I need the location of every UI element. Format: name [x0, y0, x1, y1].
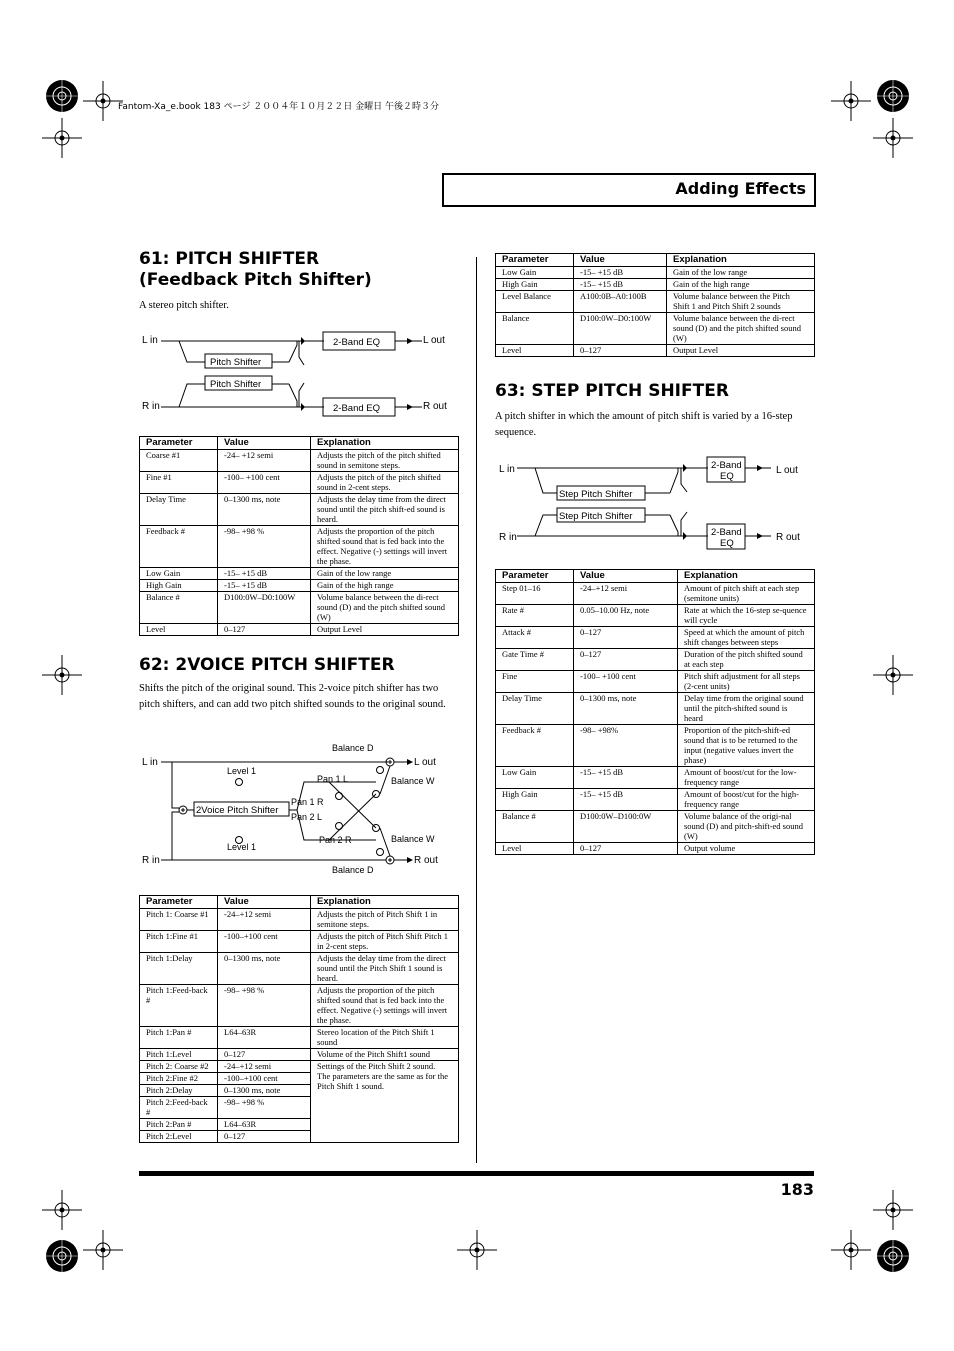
s63-r-out: R out [776, 532, 800, 543]
table-row: Delay Time 0–1300 ms, note Adjusts the delay time from the direct sound until the pitch shift-ed sound is heard. [140, 494, 459, 526]
s62-balance-w-top: Balance W [391, 776, 435, 786]
s63-diagram [495, 452, 815, 552]
s62-pitch-shifter: 2Voice Pitch Shifter [196, 805, 279, 816]
s61-ps1: Pitch Shifter [210, 357, 262, 368]
s62-balance-d-top: Balance D [332, 743, 374, 753]
s61-eq2: 2-Band EQ [333, 403, 380, 414]
s63-param-table [495, 569, 815, 855]
col-explanation: Explanation [311, 437, 459, 450]
table-row: Pitch 1:Pan # L64–63R Stereo location of the Pitch Shift 1 sound [140, 1027, 459, 1049]
col-explanation: Explanation [678, 570, 815, 583]
s62-l-in: L in [142, 757, 158, 768]
s61-title-line2: (Feedback Pitch Shifter) [139, 270, 372, 290]
s62-balance-d-bot: Balance D [332, 865, 374, 875]
col-explanation: Explanation [311, 896, 459, 909]
table-row: Low Gain -15– +15 dB Gain of the low range [496, 267, 815, 279]
table-row: Pitch 2: Coarse #2 -24–+12 semi Settings of the Pitch Shift 2 sound. The parameters are the same as for the Pitch Shift 1 sound. [140, 1061, 459, 1073]
col-value: Value [218, 896, 311, 909]
s61-eq1: 2-Band EQ [333, 337, 380, 348]
s63-eq2-line2: EQ [720, 538, 734, 549]
s62-title: 62: 2VOICE PITCH SHIFTER [139, 655, 395, 675]
table-row: Low Gain -15– +15 dB Amount of boost/cut for the low-frequency range [496, 767, 815, 789]
section-title: Adding Effects [675, 179, 806, 198]
table-row: Pitch 2:Fine #2 -100–+100 cent [140, 1073, 459, 1085]
s63-ps1: Step Pitch Shifter [559, 489, 633, 500]
s61-param-table [139, 436, 459, 636]
table-row: Feedback # -98– +98 % Adjusts the proportion of the pitch shifted sound that is fed back into the effect. Negative (-) settings will invert the phase. [140, 526, 459, 568]
s62-param-table [139, 895, 459, 1143]
s63-eq1-line2: EQ [720, 471, 734, 482]
s62-level1-top: Level 1 [227, 766, 257, 776]
s63-l-in: L in [499, 464, 515, 475]
col-parameter: Parameter [140, 437, 218, 450]
s62-pan1l: Pan 1 L [317, 774, 349, 784]
table-row: Pitch 1:Feed-back # -98– +98 % Adjusts the proportion of the pitch shifted sound that is fed back into the effect. Negative (-) settings will invert the phase. [140, 985, 459, 1027]
table-row: Level 0–127 Output Level [496, 345, 815, 357]
table-row: Pitch 1:Delay 0–1300 ms, note Adjusts the delay time from the direct sound until the Pitch Shift 1 sound is heard. [140, 953, 459, 985]
table-row: Pitch 2:Level 0–127 [140, 1131, 459, 1143]
table-row: Gate Time # 0–127 Duration of the pitch shifted sound at each step [496, 649, 815, 671]
table-row: Rate # 0.05–10.00 Hz, note Rate at which the 16-step se-quence will cycle [496, 605, 815, 627]
page-number: 183 [780, 1180, 814, 1199]
col-explanation: Explanation [667, 254, 815, 267]
s63-l-out: L out [776, 465, 798, 476]
s63-title: 63: STEP PITCH SHIFTER [495, 381, 729, 401]
table-row: Balance # D100:0W–D100:0W Volume balance of the origi-nal sound (D) and pitch-shift-ed sound (W) [496, 811, 815, 843]
table-row: Fine #1 -100– +100 cent Adjusts the pitch of the pitch shifted sound in 2-cent steps. [140, 472, 459, 494]
col-parameter: Parameter [140, 896, 218, 909]
s61-title-line1: 61: PITCH SHIFTER [139, 249, 320, 269]
table-row: Feedback # -98– +98% Proportion of the pitch-shift-ed sound that is to be returned to the input (negative values invert the phase) [496, 725, 815, 767]
table-row: Balance D100:0W–D0:100W Volume balance between the di-rect sound (D) and the pitch shifted sound (W) [496, 313, 815, 345]
s62-param-table-continued [495, 253, 815, 357]
col-value: Value [218, 437, 311, 450]
table-row: Level 0–127 Output volume [496, 843, 815, 855]
section-header-box [442, 173, 816, 207]
s61-r-in: R in [142, 401, 160, 412]
table-row: Balance # D100:0W–D0:100W Volume balance between the di-rect sound (D) and the pitch shifted sound (W) [140, 592, 459, 624]
file-header: Fantom-Xa_e.book 183 ページ ２００４年１０月２２日 金曜日 午後２時３分 [118, 102, 439, 112]
s61-r-out: R out [423, 401, 447, 412]
column-divider [476, 257, 477, 1163]
s63-eq1-line1: 2-Band [711, 460, 742, 471]
s62-pan2r: Pan 2 R [319, 835, 352, 845]
s61-l-in: L in [142, 335, 158, 346]
s61-description: A stereo pitch shifter. [139, 300, 229, 311]
s62-r-out: R out [414, 855, 438, 866]
s62-r-in: R in [142, 855, 160, 866]
s62-balance-w-bot: Balance W [391, 834, 435, 844]
table-row: High Gain -15– +15 dB Gain of the high range [496, 279, 815, 291]
table-row: Pitch 2:Delay 0–1300 ms, note [140, 1085, 459, 1097]
table-row: Step 01–16 -24–+12 semi Amount of pitch shift at each step (semitone units) [496, 583, 815, 605]
s63-description: A pitch shifter in which the amount of pitch shift is varied by a 16-step sequence. [495, 411, 793, 438]
table-row: Low Gain -15– +15 dB Gain of the low range [140, 568, 459, 580]
table-row: Level Balance A100:0B–A0:100B Volume balance between the Pitch Shift 1 and Pitch Shift 2 sounds [496, 291, 815, 313]
s61-heading [139, 249, 459, 291]
table-row: Coarse #1 -24– +12 semi Adjusts the pitch of the pitch shifted sound in semitone steps. [140, 450, 459, 472]
s62-diagram [139, 740, 459, 878]
footer-rule [139, 1171, 814, 1176]
s63-eq2-line1: 2-Band [711, 527, 742, 538]
s61-diagram [139, 325, 459, 420]
table-row: Attack # 0–127 Speed at which the amount of pitch shift changes between steps [496, 627, 815, 649]
col-parameter: Parameter [496, 254, 574, 267]
s62-level1-bot: Level 1 [227, 842, 257, 852]
table-row: Pitch 1:Fine #1 -100–+100 cent Adjusts the pitch of Pitch Shift Pitch 1 in 2-cent steps. [140, 931, 459, 953]
s62-pan2l: Pan 2 L [291, 812, 323, 822]
s61-l-out: L out [423, 335, 445, 346]
table-row: Pitch 2:Pan # L64–63R [140, 1119, 459, 1131]
s62-description: Shifts the pitch of the original sound. This 2-voice pitch shifter has two pitch shifters, and can add two pitch shifted sounds to the original sound. [139, 683, 446, 710]
s63-r-in: R in [499, 532, 517, 543]
table-row: Pitch 1: Coarse #1 -24–+12 semi Adjusts the pitch of Pitch Shift 1 in semitone steps. [140, 909, 459, 931]
table-row: Pitch 2:Feed-back # -98– +98 % [140, 1097, 459, 1119]
s63-ps2: Step Pitch Shifter [559, 511, 633, 522]
col-parameter: Parameter [496, 570, 574, 583]
s62-l-out: L out [414, 757, 436, 768]
table-row: High Gain -15– +15 dB Gain of the high range [140, 580, 459, 592]
col-value: Value [574, 254, 667, 267]
s61-ps2: Pitch Shifter [210, 379, 262, 390]
col-value: Value [574, 570, 678, 583]
table-row: Delay Time 0–1300 ms, note Delay time from the original sound until the pitch-shifted sound is heard [496, 693, 815, 725]
table-row: High Gain -15– +15 dB Amount of boost/cut for the high-frequency range [496, 789, 815, 811]
table-row: Level 0–127 Output Level [140, 624, 459, 636]
s62-pan1r: Pan 1 R [291, 797, 324, 807]
table-row: Fine -100– +100 cent Pitch shift adjustment for all steps (2-cent units) [496, 671, 815, 693]
table-row: Pitch 1:Level 0–127 Volume of the Pitch Shift1 sound [140, 1049, 459, 1061]
